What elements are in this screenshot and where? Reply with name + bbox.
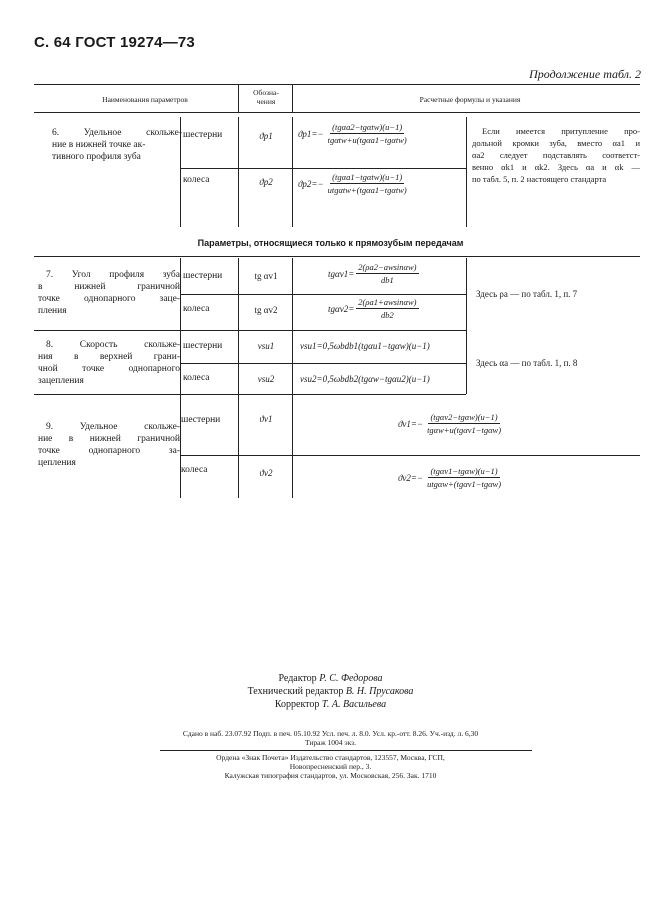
row7-symbol1: tg αv1 — [254, 271, 278, 281]
row9-f1-den: tgαw+u(tgαv1−tgαw) — [427, 425, 502, 435]
row8-name-1: 8. Скорость скольже- — [46, 340, 180, 350]
row7-name-4: пления — [38, 306, 67, 316]
row6-note-1: Если имеется притупление про- — [482, 126, 640, 136]
row7-formula2 — [328, 297, 419, 320]
row6-f1-num: (tgαa2−tgαtw)(u−1) — [332, 122, 403, 132]
row8-divider-a — [180, 330, 181, 394]
section-title: Параметры, относящиеся только к прямозубым передачам — [197, 238, 464, 248]
row9-f2-den: utgαw+(tgαv1−tgαw) — [427, 479, 502, 489]
row6-note-4: венно αk1 и αk2. Здесь αa и αk — — [472, 162, 640, 172]
row8-symbol2: vsu2 — [257, 374, 275, 384]
row8-formula2: vsu2=0,5ωbdb2(tgαw−tgαu2)(u−1) — [300, 374, 430, 384]
imprint-line-2: Тираж 1004 экз. — [304, 738, 357, 747]
row8-divider-b — [238, 330, 239, 394]
row7-divider-d — [466, 258, 467, 330]
col-header-formulas: Расчетные формулы и указания — [419, 95, 521, 104]
row9-name-4: цепления — [38, 458, 76, 468]
row8-divider-c — [292, 330, 293, 394]
credit-editor-name: Р. С. Федорова — [319, 673, 383, 684]
row7-name-2: в нижней граничной — [38, 282, 180, 292]
credit-editor-label: Редактор — [278, 673, 317, 684]
row9-f2-fraction — [425, 466, 503, 489]
row7-f1-den: db1 — [381, 275, 394, 285]
col-header-params: Наименования параметров — [102, 95, 188, 104]
row9-divider-b — [238, 394, 239, 498]
row9-divider-a — [180, 394, 181, 498]
row9-formula1 — [398, 412, 503, 435]
row8-bottom-rule — [34, 394, 466, 395]
row9-f1-lhs: ϑv1=− — [398, 418, 424, 429]
row6-f2-den: utgαtw+(tgαa1−tgαtw) — [327, 185, 407, 195]
row7-bottom-rule — [34, 330, 466, 331]
header-divider-1 — [238, 84, 239, 112]
header-divider-2 — [292, 84, 293, 112]
row7-name-1: 7. Угол профиля зуба — [46, 270, 180, 280]
row7-formula1 — [328, 262, 419, 285]
row9-f2-num: (tgαv1−tgαw)(u−1) — [430, 466, 498, 476]
credit-editor — [0, 673, 661, 684]
row6-symbol1: ϑp1 — [259, 131, 273, 141]
row7-f1-num: 2(ρa2−awsinαw) — [358, 262, 417, 272]
row8-name-2: ния в верхней грани- — [38, 352, 180, 362]
col-header-symbols-2: чения — [256, 97, 276, 106]
row7-name-3: точке однопарного заце- — [38, 294, 180, 304]
credit-tech-name: В. Н. Прусакова — [345, 686, 414, 697]
row6-f1-den: tgαtw+u(tgαa1−tgαtw) — [327, 135, 407, 145]
row9-f1-fraction — [425, 412, 503, 435]
table-top-rule — [34, 84, 640, 85]
row8-gear1: шестерни — [183, 341, 223, 351]
row6-note-5: по табл. 5, п. 2 настоящего стандарта — [472, 174, 607, 184]
imprint-rule — [160, 750, 532, 751]
row7-f2-lhs: tgαv2= — [328, 303, 355, 314]
row8-name-3: чной точке однопарного — [38, 364, 180, 374]
row9-symbol1: ϑv1 — [259, 414, 273, 424]
row6-name-2: ние в нижней точке ак- — [52, 140, 146, 150]
row6-name-3: тивного профиля зуба — [52, 152, 141, 162]
row6-note-2: дольной кромки зуба, вместо αa1 и — [472, 138, 640, 148]
row6-f2-lhs: ϑp2=− — [298, 178, 324, 189]
row8-note: Здесь αa — по табл. 1, п. 8 — [476, 358, 578, 368]
row7-gear2: колеса — [183, 304, 210, 314]
row7-f1-lhs: tgαv1= — [328, 268, 355, 279]
row7-gear1: шестерни — [183, 271, 223, 281]
row8-formula1: vsu1=0,5ωbdb1(tgαu1−tgαw)(u−1) — [300, 341, 430, 351]
credit-tech-label: Технический редактор — [247, 686, 344, 697]
row6-f1-fraction — [326, 122, 409, 145]
row6-symbol2: ϑp2 — [259, 177, 273, 187]
row6-divider-a — [180, 117, 181, 227]
row6-formula2 — [298, 172, 409, 195]
row7-note: Здесь ρa — по табл. 1, п. 7 — [476, 289, 578, 299]
row6-gear2: колеса — [183, 175, 210, 185]
row7-f1-fraction — [356, 262, 418, 285]
row6-f2-num: (tgαa1−tgαtw)(u−1) — [332, 172, 403, 182]
row6-note — [472, 125, 640, 185]
row9-symbol2: ϑv2 — [259, 468, 273, 478]
table-header-rule — [34, 112, 640, 113]
credit-tech-editor — [0, 686, 661, 697]
row6-mid-rule — [180, 168, 466, 169]
row7-f2-num: 2(ρa1+awsinαw) — [358, 297, 417, 307]
row7-mid-rule — [180, 294, 466, 295]
row9-formula2 — [398, 466, 503, 489]
row9-f2-lhs: ϑv2=− — [398, 472, 424, 483]
row6-gear1: шестерни — [183, 130, 223, 140]
imprint-line-3: Ордена «Знак Почета» Издательство стандартов, 123557, Москва, ГСП, — [216, 753, 445, 762]
row8-gear2: колеса — [183, 373, 210, 383]
credit-corrector — [0, 699, 661, 710]
lower-table-top-rule — [34, 256, 640, 257]
credit-corr-name: Т. А. Васильева — [321, 699, 387, 710]
row9-name-3: точке однопарного за- — [38, 446, 180, 456]
row7-f2-den: db2 — [381, 310, 394, 320]
row7-symbol2: tg αv2 — [254, 305, 278, 315]
row6-note-3: αa2 следует подставлять соответст- — [472, 150, 640, 160]
row8-symbol1: vsu1 — [257, 341, 275, 351]
row9-f1-num: (tgαv2−tgαw)(u−1) — [430, 412, 498, 422]
row6-divider-c — [292, 117, 293, 227]
row8-mid-rule — [180, 363, 466, 364]
row9-gear2: колеса — [181, 465, 208, 475]
imprint-line-1: Сдано в наб. 23.07.92 Подп. в печ. 05.10.92 Усл. печ. л. 8.0. Усл. кр.-отт. 8.26. Уч.-изд. л. 6,30 — [182, 729, 479, 738]
col-header-symbols-1: Обозна- — [253, 88, 279, 97]
row6-divider-d — [466, 117, 467, 227]
row6-formula1 — [298, 122, 409, 145]
row9-mid-rule — [180, 455, 640, 456]
row6-f1-lhs: ϑp1=− — [298, 128, 324, 139]
row6-name-1: 6. Удельное скольже- — [52, 128, 182, 138]
row9-gear1: шестерни — [181, 415, 221, 425]
imprint-line-5: Калужская типография стандартов, ул. Московская, 256. Зак. 1710 — [224, 771, 437, 780]
row7-f2-fraction — [356, 297, 418, 320]
credit-corr-label: Корректор — [274, 699, 320, 710]
row8-name-4: зацепления — [38, 376, 84, 386]
table-continuation-note: Продолжение табл. 2 — [529, 67, 641, 81]
page-header: С. 64 ГОСТ 19274—73 — [34, 34, 195, 51]
imprint-line-4: Новопресненский пер., 3. — [289, 762, 372, 771]
row9-divider-c — [292, 394, 293, 498]
row9-name-2: ние в нижней граничной — [38, 434, 180, 444]
row8-divider-d — [466, 330, 467, 394]
row6-divider-b — [238, 117, 239, 227]
row9-name-1: 9. Удельное скольже- — [46, 422, 180, 432]
row6-f2-fraction — [326, 172, 409, 195]
